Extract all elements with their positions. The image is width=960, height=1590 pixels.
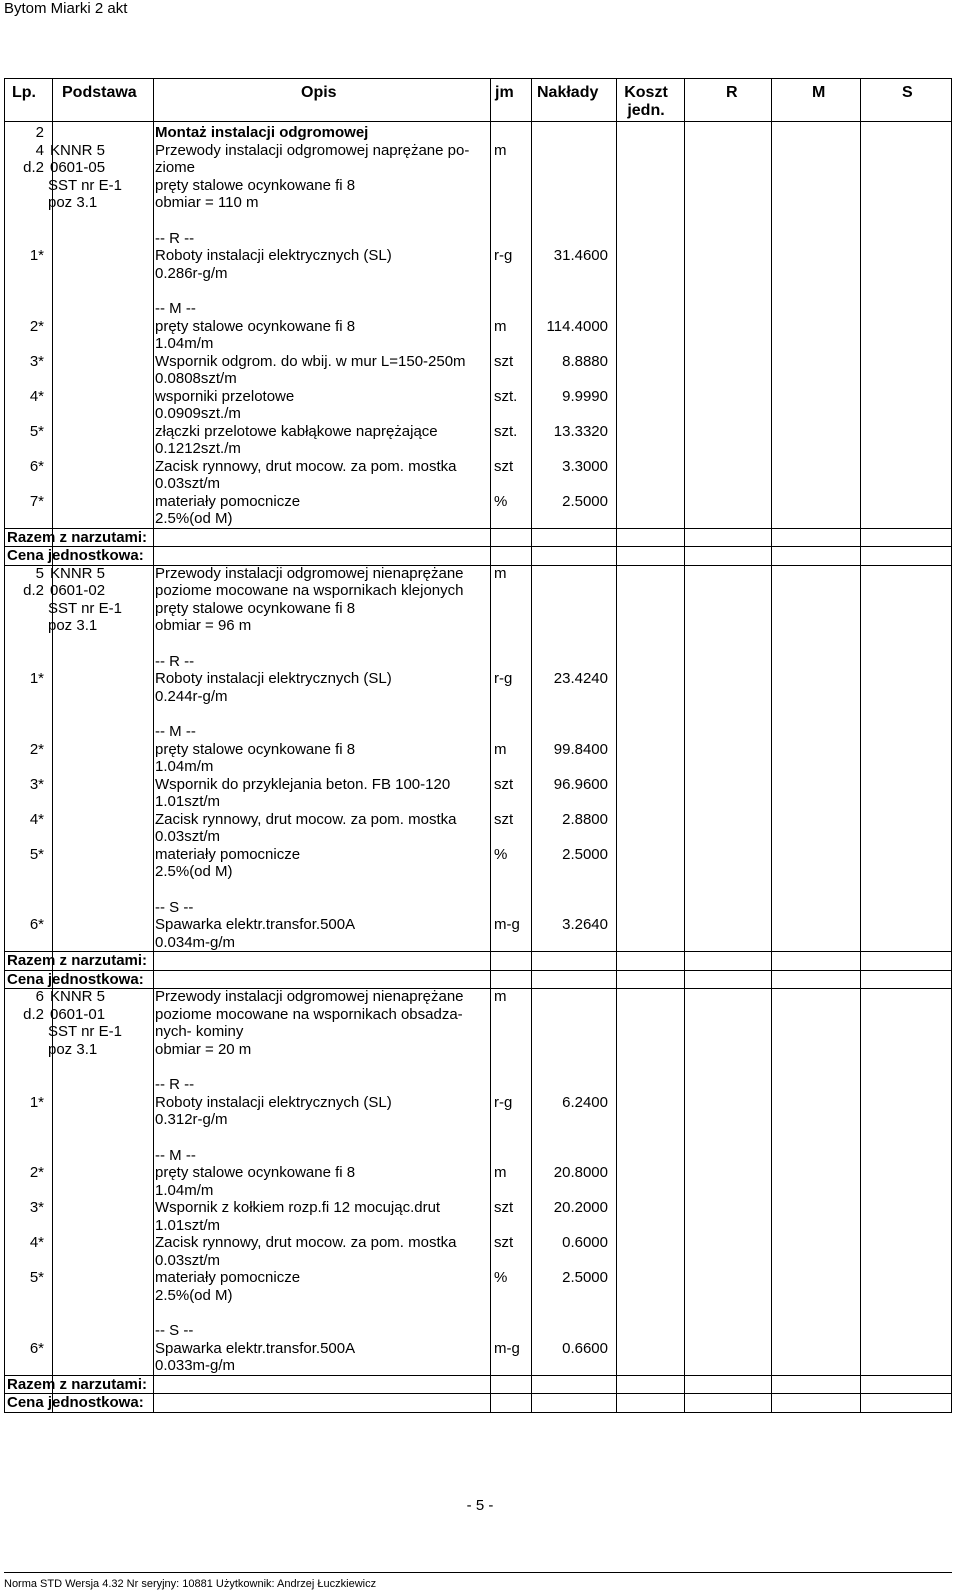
row-separator [4,121,952,122]
resource-name: wsporniki przelotowe [155,387,295,405]
resource-unit: m [494,1164,507,1181]
resource-group-label: -- M -- [155,300,196,317]
resource-quantity: 96.9600 [553,775,608,793]
position-basis: 0601-01 [50,1005,106,1023]
resource-unit: % [494,1269,508,1286]
header-r: R [726,84,738,101]
position-unit: m [494,141,507,159]
resource-unit: szt [494,457,514,475]
resource-norm: 0.244r-g/m [155,687,228,705]
resource-quantity: 31.4600 [553,247,608,264]
row-separator [4,546,952,547]
header-podstawa: Podstawa [62,84,137,101]
resource-lp: 3* [29,352,44,370]
total-with-markup-label: Razem z narzutami: [7,1375,148,1393]
resource-group-label: -- S -- [155,898,194,916]
resource-lp: 7* [29,492,44,510]
resource-unit: r-g [494,1093,513,1111]
resource-name: Wspornik z kołkiem rozp.fi 12 mocując.drut [155,1199,441,1216]
position-basis: SST nr E-1 [48,599,122,617]
resource-name: Roboty instalacji elektrycznych (SL) [155,1093,392,1111]
resource-lp: 1* [29,670,44,687]
resource-lp: 3* [29,775,44,793]
resource-lp: 5* [29,422,44,440]
column-divider [52,78,53,1412]
resource-unit: % [494,845,508,863]
position-number: 5 [35,564,44,582]
position-description: Przewody instalacji odgromowej nienaprężane [155,564,464,582]
column-divider [951,78,952,1412]
resource-quantity: 0.6600 [562,1339,608,1357]
resource-lp: 6* [29,916,44,933]
position-description: obmiar = 110 m [155,194,259,211]
resource-group-label: -- R -- [155,229,195,247]
resource-name: materiały pomocnicze [155,845,301,863]
resource-name: Roboty instalacji elektrycznych (SL) [155,247,392,264]
cost-estimate-table [4,78,952,1412]
row-separator [4,1393,952,1394]
resource-unit: szt. [494,387,518,405]
column-divider [153,78,154,1412]
resource-name: Spawarka elektr.transfor.500A [155,916,356,933]
position-basis: 0601-02 [50,582,106,599]
resource-norm: 0.034m-g/m [155,933,236,951]
footer-text: Norma STD Wersja 4.32 Nr seryjny: 10881 Użytkownik: Andrzej Łuczkiewicz [4,1578,377,1590]
resource-norm: 0.0808szt/m [155,370,237,387]
header-jm: jm [495,84,514,101]
section-title: Montaż instalacji odgromowej [155,124,369,141]
resource-group-label: -- R -- [155,1076,195,1093]
resource-norm: 1.04m/m [155,1181,214,1199]
position-description: ziome [155,159,196,176]
position-unit: m [494,564,507,582]
resource-quantity: 2.8800 [562,810,608,828]
position-number: 6 [35,988,44,1005]
position-basis-prefix: d.2 [23,582,44,599]
total-with-markup-label: Razem z narzutami: [7,528,148,546]
resource-group-label: -- R -- [155,652,195,670]
resource-quantity: 9.9990 [562,387,608,405]
position-basis-prefix: d.2 [23,159,44,176]
position-number: 4 [35,141,44,159]
position-description: obmiar = 20 m [155,1040,252,1058]
resource-name: Wspornik do przyklejania beton. FB 100-120 [155,775,451,793]
resource-quantity: 3.2640 [562,916,608,933]
position-description: Przewody instalacji odgromowej nienaprężane [155,988,464,1005]
resource-norm: 0.03szt/m [155,828,221,845]
resource-name: Roboty instalacji elektrycznych (SL) [155,670,392,687]
position-basis: SST nr E-1 [48,176,122,194]
resource-unit: m [494,317,507,335]
resource-unit: r-g [494,247,513,264]
resource-quantity: 2.5000 [562,492,608,510]
resource-lp: 4* [29,1234,44,1251]
position-description: pręty stalowe ocynkowane fi 8 [155,599,356,617]
resource-norm: 0.312r-g/m [155,1111,228,1128]
resource-lp: 1* [29,247,44,264]
unit-price-label: Cena jednostkowa: [7,970,144,988]
resource-quantity: 23.4240 [553,670,608,687]
resource-unit: % [494,492,508,510]
resource-name: Zacisk rynnowy, drut mocow. za pom. mostka [155,810,457,828]
resource-quantity: 2.5000 [562,1269,608,1286]
position-description: pręty stalowe ocynkowane fi 8 [155,176,356,194]
resource-norm: 0.1212szt./m [155,440,241,457]
resource-unit: m [494,740,507,758]
resource-name: Zacisk rynnowy, drut mocow. za pom. mostka [155,457,457,475]
resource-norm: 0.286r-g/m [155,264,228,282]
resource-unit: szt [494,810,514,828]
resource-unit: m-g [494,916,520,933]
position-basis-prefix: d.2 [23,1005,44,1023]
resource-unit: r-g [494,670,513,687]
resource-lp: 6* [29,1339,44,1357]
total-with-markup-label: Razem z narzutami: [7,952,148,969]
resource-norm: 2.5%(od M) [155,1286,233,1304]
resource-norm: 1.01szt/m [155,793,221,810]
resource-lp: 2* [29,740,44,758]
row-separator [4,1412,952,1413]
resource-lp: 2* [29,1164,44,1181]
position-basis: SST nr E-1 [48,1023,122,1040]
row-separator [4,988,952,989]
position-basis: poz 3.1 [48,1040,98,1058]
resource-name: Spawarka elektr.transfor.500A [155,1339,356,1357]
resource-lp: 5* [29,845,44,863]
resource-norm: 2.5%(od M) [155,863,233,880]
column-divider [616,78,617,1412]
position-basis: 0601-05 [50,159,106,176]
resource-norm: 0.0909szt./m [155,405,241,422]
resource-name: złączki przelotowe kabłąkowe naprężające [155,422,438,440]
document-title: Bytom Miarki 2 akt [4,0,128,17]
column-divider [490,78,491,1412]
resource-quantity: 99.8400 [553,740,608,758]
resource-norm: 1.04m/m [155,758,214,775]
resource-lp: 2* [29,317,44,335]
resource-lp: 6* [29,457,44,475]
header-m: M [812,84,826,101]
resource-quantity: 6.2400 [562,1093,608,1111]
row-separator [4,78,952,79]
resource-norm: 0.033m-g/m [155,1357,236,1374]
resource-name: materiały pomocnicze [155,1269,301,1286]
resource-unit: szt [494,352,514,370]
position-basis: KNNR 5 [50,564,106,582]
resource-lp: 5* [29,1269,44,1286]
resource-lp: 3* [29,1199,44,1216]
position-basis: poz 3.1 [48,194,98,211]
column-divider [684,78,685,1412]
position-basis: poz 3.1 [48,617,98,634]
header-s: S [902,84,913,101]
header-opis: Opis [301,84,337,101]
resource-name: pręty stalowe ocynkowane fi 8 [155,1164,356,1181]
resource-norm: 1.01szt/m [155,1216,221,1234]
column-divider [771,78,772,1412]
resource-quantity: 2.5000 [562,845,608,863]
row-separator [4,970,952,971]
resource-lp: 4* [29,810,44,828]
resource-name: materiały pomocnicze [155,492,301,510]
resource-group-label: -- M -- [155,1146,196,1164]
resource-quantity: 3.3000 [562,457,608,475]
section-number: 2 [35,124,44,141]
position-basis: KNNR 5 [50,988,106,1005]
resource-quantity: 20.8000 [553,1164,608,1181]
resource-quantity: 0.6000 [562,1234,608,1251]
position-description: poziome mocowane na wspornikach obsadza- [155,1005,463,1023]
unit-price-label: Cena jednostkowa: [7,547,144,564]
column-divider [860,78,861,1412]
header-naklady: Nakłady [537,84,599,101]
position-description: poziome mocowane na wspornikach klejonych [155,582,464,599]
footer-rule [4,1572,952,1573]
resource-unit: szt [494,1234,514,1251]
page-number: - 5 - [466,1497,494,1514]
position-basis: KNNR 5 [50,141,106,159]
header-lp: Lp. [12,84,36,101]
resource-norm: 1.04m/m [155,335,214,352]
position-description: nych- kominy [155,1023,244,1040]
row-separator [4,565,952,566]
resource-unit: szt [494,1199,514,1216]
resource-norm: 0.03szt/m [155,1251,221,1269]
resource-quantity: 20.2000 [553,1199,608,1216]
resource-quantity: 114.4000 [546,317,608,335]
unit-price-label: Cena jednostkowa: [7,1394,144,1411]
resource-name: Wspornik odgrom. do wbij. w mur L=150-250m [155,352,466,370]
resource-name: pręty stalowe ocynkowane fi 8 [155,740,356,758]
position-description: obmiar = 96 m [155,617,252,634]
header-koszt: Koszt [624,84,668,101]
resource-norm: 2.5%(od M) [155,510,233,527]
position-description: Przewody instalacji odgromowej naprężane po- [155,141,470,159]
resource-unit: m-g [494,1339,520,1357]
resource-lp: 4* [29,387,44,405]
position-unit: m [494,988,507,1005]
resource-group-label: -- S -- [155,1322,194,1339]
resource-unit: szt. [494,422,518,440]
header-koszt-jedn: jedn. [627,102,665,119]
resource-quantity: 8.8880 [562,352,608,370]
resource-group-label: -- M -- [155,723,196,740]
resource-lp: 1* [29,1093,44,1111]
resource-unit: szt [494,775,514,793]
resource-norm: 0.03szt/m [155,475,221,492]
resource-quantity: 13.3320 [553,422,608,440]
resource-name: pręty stalowe ocynkowane fi 8 [155,317,356,335]
resource-name: Zacisk rynnowy, drut mocow. za pom. mostka [155,1234,457,1251]
